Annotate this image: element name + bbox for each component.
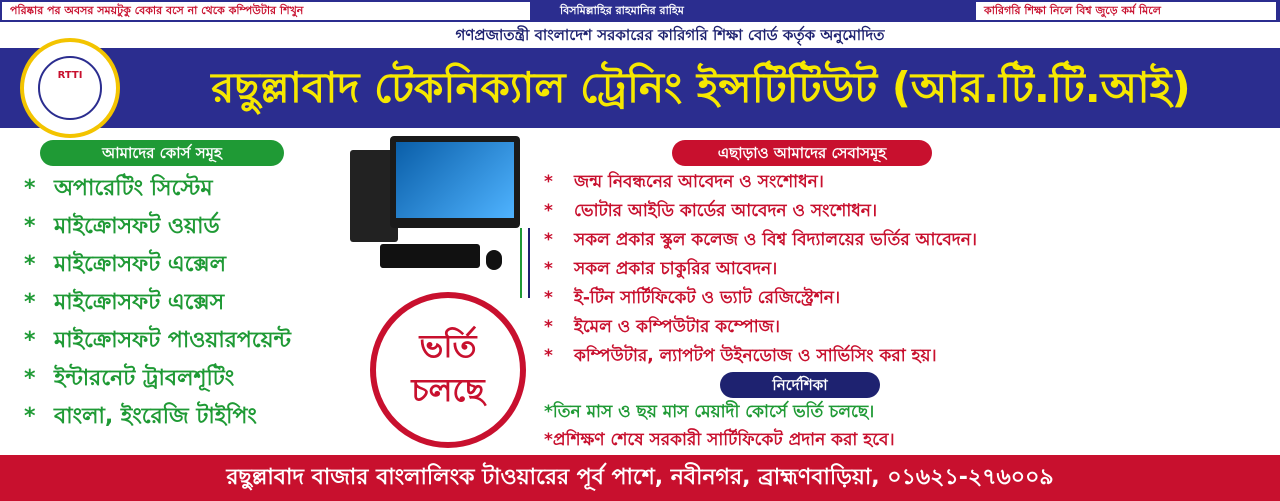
course-label: বাংলা, ইংরেজি টাইপিং [54,404,257,429]
stamp-line-2: চলছে [411,371,485,409]
course-item [24,360,374,398]
course-item [24,322,374,360]
courses-heading: আমাদের কোর্স সমূহ [40,140,284,166]
course-item [24,398,374,436]
service-item [544,168,1264,197]
institute-logo [20,38,120,138]
course-label: মাইক্রোসফট পাওয়ারপয়েন্ট [54,328,291,353]
course-item [24,246,374,284]
divider-bars [520,228,530,298]
approval-line: গণপ্রজাতন্ত্রী বাংলাদেশ সরকারের কারিগরি শিক্ষা বোর্ড কর্তৃক অনুমোদিত [0,22,1280,48]
keyboard-image [380,244,480,268]
service-label: কম্পিউটার, ল্যাপটপ উইনডোজ ও সার্ভিসিং করা হয়। [574,346,937,366]
bullet-star: * [544,317,553,337]
services-heading: এছাড়াও আমাদের সেবাসমূহ [672,140,932,166]
guide-heading: নির্দেশিকা [720,372,880,398]
guide-item [544,398,1244,426]
monitor-screen [396,142,514,218]
bullet-star: * [544,172,553,192]
bullet-star: * [24,290,36,315]
course-label: মাইক্রোসফট ওয়ার্ড [54,214,220,239]
service-item [544,226,1264,255]
bullet-star: * [24,328,36,353]
course-item [24,170,374,208]
bullet-star: * [544,346,553,366]
bullet-star: * [24,176,36,201]
course-list [24,170,374,436]
bullet-star: * [24,404,36,429]
bullet-star: * [24,214,36,239]
service-label: সকল প্রকার চাকুরির আবেদন। [574,259,778,279]
computer-monitor [390,136,520,228]
service-item [544,284,1264,313]
service-list [544,168,1264,371]
service-label: ই-টিন সার্টিফিকেট ও ভ্যাট রেজিস্ট্রেশন। [574,288,841,308]
stamp-line-1: ভর্তি [419,327,477,365]
bullet-star: * [24,252,36,277]
service-item [544,342,1264,371]
service-label: জন্ম নিবন্ধনের আবেদন ও সংশোধন। [574,172,824,192]
course-item [24,208,374,246]
bullet-star: * [544,201,553,221]
course-label: ইন্টারনেট ট্রাবলশূটিং [54,366,235,391]
bullet-star: * [544,430,553,450]
course-item [24,284,374,322]
left-tagline: পরিষ্কার পর অবসর সময়টুকু বেকার বসে না থেকে কম্পিউটার শিখুন [2,2,530,20]
top-strip [0,0,1280,22]
course-label: মাইক্রোসফট এক্সেস [54,290,225,315]
right-tagline: কারিগরি শিক্ষা নিলে বিশ্ব জুড়ে কর্ম মিলে [976,2,1276,20]
logo-initials: RTTI [57,70,83,81]
bullet-star: * [544,402,553,422]
service-item [544,197,1264,226]
service-item [544,313,1264,342]
logo-ring [38,56,102,120]
course-label: মাইক্রোসফট এক্সেল [54,252,227,277]
guide-list [544,398,1244,454]
admission-stamp [370,292,526,448]
guide-item [544,426,1244,454]
guide-label: তিন মাস ও ছয় মাস মেয়াদী কোর্সে ভর্তি চলছে। [552,402,875,422]
service-label: ভোটার আইডি কার্ডের আবেদন ও সংশোধন। [574,201,878,221]
bullet-star: * [24,366,36,391]
course-label: অপারেটিং সিস্টেম [54,176,213,201]
service-item [544,255,1264,284]
service-label: সকল প্রকার স্কুল কলেজ ও বিশ্ব বিদ্যালয়ের ভর্তির আবেদন। [574,230,977,250]
bullet-star: * [544,288,553,308]
mouse-image [486,250,502,270]
bullet-star: * [544,259,553,279]
footer-address: রছুল্লাবাদ বাজার বাংলালিংক টাওয়ারের পূর্ব পাশে, নবীনগর, ব্রাহ্মণবাড়িয়া, ০১৬২১-২৭৬০০৯ [0,455,1280,501]
blessing-text: বিসমিল্লাহির রাহমানির রাহিম [560,4,684,17]
institute-name: রছুল্লাবাদ টেকনিক্যাল ট্রেনিং ইন্সটিটিউট (আর.টি.টি.আই) [211,63,1191,112]
guide-label: প্রশিক্ষণ শেষে সরকারী সার্টিফিকেট প্রদান করা হবে। [552,430,895,450]
bullet-star: * [544,230,553,250]
service-label: ইমেল ও কম্পিউটার কম্পোজ। [574,317,780,337]
